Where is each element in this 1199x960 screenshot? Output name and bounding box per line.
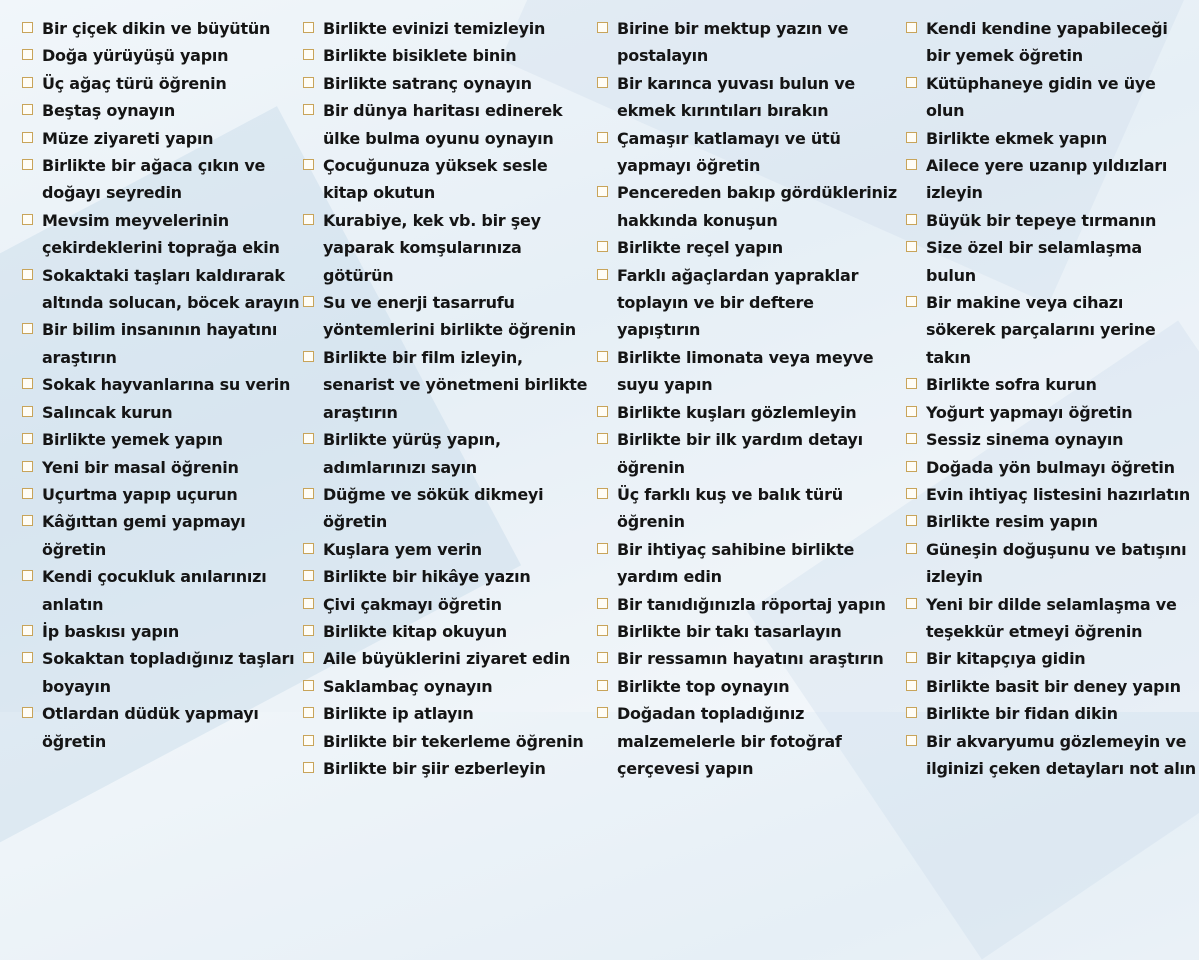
checkbox-icon[interactable] [303,680,314,691]
checkbox-icon[interactable] [597,77,608,88]
checklist-item[interactable] [22,42,304,69]
checklist-item-label: Birlikte evinizi temizleyin [323,19,546,38]
checkbox-icon[interactable] [303,159,314,170]
checklist-item-label: Çivi çakmayı öğretin [323,594,502,614]
checkbox-icon[interactable] [22,515,33,526]
checkbox-icon[interactable] [906,159,917,170]
checkbox-icon[interactable] [22,488,33,499]
checklist-item[interactable] [906,536,1196,591]
checklist-item[interactable] [906,700,1196,727]
checkbox-icon[interactable] [22,406,33,417]
checkbox-icon[interactable] [303,570,314,581]
checklist-item[interactable] [597,262,902,344]
checkbox-icon[interactable] [22,49,33,60]
checklist-item-label: Birlikte bir şiir ezberleyin [323,758,546,778]
checklist-item[interactable] [597,481,902,536]
checkbox-icon[interactable] [597,598,608,609]
checklist-item-label: Çamaşır katlamayı ve ütü yapmayı öğretin [617,128,841,176]
checklist-item-label: Sokak hayvanlarına su verin [42,375,291,395]
checklist-item[interactable] [303,645,595,672]
checklist-item[interactable] [303,97,595,152]
checklist-item[interactable] [303,42,595,69]
checklist-item-label: Bir makine veya cihazı sökerek parçalarını yerine takın [926,293,1156,367]
checkbox-icon[interactable] [303,49,314,60]
checklist-item-label: Kurabiye, kek vb. bir şey yaparak komşularınıza götürün [323,210,541,285]
checklist-item[interactable] [22,508,304,563]
checkbox-icon[interactable] [906,378,917,389]
checklist-item[interactable] [906,728,1196,783]
checkbox-icon[interactable] [22,625,33,636]
checkbox-icon[interactable] [303,77,314,88]
checklist-item[interactable] [597,536,902,591]
checkbox-icon[interactable] [22,433,33,444]
checklist-item[interactable] [303,344,595,426]
checklist-item-label: Düğme ve sökük dikmeyi öğretin [323,484,544,532]
checklist-item[interactable] [22,563,304,618]
checklist-item-label: Birlikte sofra kurun [926,375,1097,395]
checkbox-icon[interactable] [906,515,917,526]
checklist-item[interactable] [597,234,902,261]
checklist-item-label: Aile büyüklerini ziyaret edin [323,649,571,669]
checkbox-icon[interactable] [22,269,33,280]
checkbox-icon[interactable] [597,241,608,252]
checkbox-icon[interactable] [597,680,608,691]
checklist-item-label: Birlikte bisiklete binin [323,46,517,66]
checkbox-icon[interactable] [597,351,608,362]
checklist-column-2 [303,15,595,782]
checklist-item-label: Uçurtma yapıp uçurun [42,484,238,504]
checkbox-icon[interactable] [906,22,917,33]
checklist-item[interactable] [906,645,1196,672]
checklist-item-label: Bir ihtiyaç sahibine birlikte yardım edin [617,539,855,587]
checklist-item-label: Bir akvaryumu gözlemeyin ve ilginizi çeken detayları not alın [926,731,1196,778]
checklist-item-label: Birlikte ekmek yapın [926,128,1108,148]
checkbox-icon[interactable] [906,598,917,609]
checklist-item[interactable] [303,152,595,207]
checkbox-icon[interactable] [906,543,917,554]
checklist-item[interactable] [597,426,902,481]
checklist-item[interactable] [303,591,595,618]
checklist-item[interactable] [906,426,1196,453]
checklist-item[interactable] [906,289,1196,371]
checkbox-icon[interactable] [303,735,314,746]
checklist-item[interactable] [22,316,304,371]
checklist-item[interactable] [906,125,1196,152]
checklist-item[interactable] [906,454,1196,481]
checklist-item-label: Sessiz sinema oynayın [926,430,1124,450]
checkbox-icon[interactable] [22,323,33,334]
checklist-item[interactable] [906,673,1196,700]
checklist-item[interactable] [597,591,902,618]
checklist-item[interactable] [597,700,902,782]
checklist-item-label: Yeni bir dilde selamlaşma ve teşekkür etmeyi öğrenin [926,594,1177,641]
checkbox-icon[interactable] [303,652,314,663]
checklist-item[interactable] [597,673,902,700]
checklist-item-label: Otlardan düdük yapmayı öğretin [42,704,259,751]
checklist-item-label: Bir kitapçıya gidin [926,649,1086,669]
checklist-item-label: Kuşlara yem verin [323,539,482,559]
checkbox-icon[interactable] [303,296,314,307]
checklist-column-4 [906,15,1196,782]
checklist-column-3 [597,15,902,782]
checklist-item[interactable] [303,728,595,755]
checklist-item-label: Doğada yön bulmayı öğretin [926,457,1175,477]
checklist-item-label: Yeni bir masal öğrenin [42,457,239,477]
checklist-item-label: Farklı ağaçlardan yapraklar toplayın ve bir deftere yapıştırın [617,265,859,340]
checklist-column-1 [22,15,304,755]
checkbox-icon[interactable] [303,214,314,225]
checklist-item-label: Bir ressamın hayatını araştırın [617,649,884,669]
checklist-item-label: Birlikte satranç oynayın [323,73,532,93]
checkbox-icon[interactable] [906,707,917,718]
checklist-item-label: Beştaş oynayın [42,101,176,121]
checklist-item-label: Birlikte bir tekerleme öğrenin [323,731,584,751]
checklist-item[interactable] [597,399,902,426]
checklist-item[interactable] [303,289,595,344]
checklist-item-label: Üç farklı kuş ve balık türü öğrenin [617,484,843,532]
checklist-item-label: Birlikte kuşları gözlemleyin [617,402,857,422]
checklist-item[interactable] [597,179,902,234]
checklist-item-label: Birlikte yemek yapın [42,430,223,450]
checklist-item[interactable] [22,481,304,508]
checklist-item[interactable] [303,563,595,590]
checklist-item-label: Birlikte yürüş yapın, adımlarınızı sayın [323,430,501,477]
checkbox-icon[interactable] [597,488,608,499]
checklist-item-label: Yoğurt yapmayı öğretin [926,402,1133,422]
checkbox-icon[interactable] [597,269,608,280]
checklist-item-label: Kendi kendine yapabileceği bir yemek öğretin [926,19,1168,66]
checklist-item[interactable] [303,15,595,42]
checkbox-icon[interactable] [906,296,917,307]
checkbox-icon[interactable] [303,488,314,499]
checklist-item[interactable] [22,97,304,124]
checkbox-icon[interactable] [597,652,608,663]
checkbox-icon[interactable] [906,461,917,472]
checklist-item-label: Ailece yere uzanıp yıldızları izleyin [926,156,1168,203]
checkbox-icon[interactable] [906,132,917,143]
checklist-item[interactable] [597,15,902,70]
checklist-item-label: Birlikte bir ağaca çıkın ve doğayı seyredin [42,156,266,203]
checklist-item-label: Çocuğunuza yüksek sesle kitap okutun [323,156,548,203]
checklist-item-label: Birlikte top oynayın [617,676,790,696]
checkbox-icon[interactable] [303,543,314,554]
checklist-item[interactable] [303,700,595,727]
checklist-item-label: Büyük bir tepeye tırmanın [926,210,1157,230]
checklist-item-label: Saklambaç oynayın [323,676,493,696]
checkbox-icon[interactable] [303,104,314,115]
checkbox-icon[interactable] [303,707,314,718]
checklist-item[interactable] [303,755,595,782]
checkbox-icon[interactable] [303,351,314,362]
checkbox-icon[interactable] [22,214,33,225]
checklist-item[interactable] [906,508,1196,535]
checklist-item-label: Bir çiçek dikin ve büyütün [42,19,271,38]
checkbox-icon[interactable] [22,22,33,33]
checklist-item-label: Mevsim meyvelerinin çekirdeklerini toprağa ekin [42,210,280,258]
checkbox-icon[interactable] [22,652,33,663]
checklist-item-label: Birlikte bir ilk yardım detayı öğrenin [617,430,863,477]
checklist-item-label: İp baskısı yapın [42,621,180,641]
checklist-item-label: Üç ağaç türü öğrenin [42,73,227,93]
checklist-item[interactable] [22,15,304,42]
checklist-item-label: Bir karınca yuvası bulun ve ekmek kırıntıları bırakın [617,73,856,121]
checklist-item[interactable] [303,536,595,563]
checklist-item[interactable] [22,262,304,317]
checkbox-icon[interactable] [22,570,33,581]
checklist-item[interactable] [597,70,902,125]
checklist-item[interactable] [22,700,304,755]
checklist-item[interactable] [906,152,1196,207]
checklist-item[interactable] [303,481,595,536]
checklist-item-label: Birine bir mektup yazın ve postalayın [617,19,849,66]
checklist-item-label: Müze ziyareti yapın [42,128,214,148]
checklist-item[interactable] [22,125,304,152]
checkbox-icon[interactable] [597,625,608,636]
checklist-item-label: Birlikte ip atlayın [323,704,474,724]
checklist-item-label: Birlikte kitap okuyun [323,621,507,641]
checklist-item[interactable] [22,426,304,453]
checkbox-icon[interactable] [22,378,33,389]
checkbox-icon[interactable] [303,762,314,773]
checklist-item[interactable] [906,70,1196,125]
checklist-item-label: Birlikte limonata veya meyve suyu yapın [617,347,874,395]
checklist-item[interactable] [906,399,1196,426]
checkbox-icon[interactable] [597,707,608,718]
checkbox-icon[interactable] [906,241,917,252]
checklist-item-label: Birlikte basit bir deney yapın [926,676,1181,696]
checkbox-icon[interactable] [303,625,314,636]
checkbox-icon[interactable] [22,461,33,472]
checklist-item-label: Güneşin doğuşunu ve batışını izleyin [926,539,1187,587]
checkbox-icon[interactable] [906,735,917,746]
checklist-item[interactable] [22,454,304,481]
checklist-item-label: Su ve enerji tasarrufu yöntemlerini birlikte öğrenin [323,293,576,340]
checklist-item-label: Birlikte bir hikâye yazın [323,567,531,587]
checklist-item[interactable] [22,207,304,262]
checkbox-icon[interactable] [906,214,917,225]
checkbox-icon[interactable] [22,159,33,170]
checkbox-icon[interactable] [906,77,917,88]
checkbox-icon[interactable] [597,22,608,33]
checkbox-icon[interactable] [597,406,608,417]
checklist-item[interactable] [597,618,902,645]
checklist-item-label: Bir tanıdığınızla röportaj yapın [617,594,886,614]
checklist-item-label: Birlikte resim yapın [926,512,1098,532]
checklist-item-label: Bir dünya haritası edinerek ülke bulma oyunu oynayın [323,101,563,148]
checklist-item-label: Evin ihtiyaç listesini hazırlatın [926,484,1190,504]
checklist-item-label: Bir bilim insanının hayatını araştırın [42,320,278,367]
checkbox-icon[interactable] [906,488,917,499]
checklist-item-label: Birlikte reçel yapın [617,238,783,258]
checkbox-icon[interactable] [597,543,608,554]
checklist-item-label: Size özel bir selamlaşma bulun [926,238,1142,285]
checkbox-icon[interactable] [22,132,33,143]
checklist-item-label: Sokaktan topladığınız taşları boyayın [42,649,295,696]
checkbox-icon[interactable] [303,433,314,444]
checklist-item[interactable] [303,426,595,481]
checklist-item[interactable] [906,481,1196,508]
checklist-item[interactable] [303,207,595,289]
checklist-item[interactable] [906,15,1196,70]
checklist-item[interactable] [303,70,595,97]
checklist-item-label: Kütüphaneye gidin ve üye olun [926,73,1156,121]
checkbox-icon[interactable] [597,132,608,143]
checkbox-icon[interactable] [597,433,608,444]
checkbox-icon[interactable] [597,186,608,197]
checklist-item[interactable] [22,371,304,398]
checklist-item-label: Birlikte bir fidan dikin [926,704,1118,724]
checklist-item[interactable] [22,618,304,645]
checklist-item-label: Kâğıttan gemi yapmayı öğretin [42,512,246,559]
checklist-item[interactable] [906,591,1196,646]
checkbox-icon[interactable] [906,433,917,444]
checklist-item[interactable] [22,152,304,207]
checklist-item[interactable] [597,645,902,672]
checklist-item[interactable] [906,207,1196,234]
checklist-item[interactable] [597,125,902,180]
checklist-item[interactable] [906,234,1196,289]
checkbox-icon[interactable] [906,652,917,663]
checklist-item-label: Pencereden bakıp gördükleriniz hakkında konuşun [617,183,897,230]
checklist-item-label: Birlikte bir takı tasarlayın [617,621,842,641]
checkbox-icon[interactable] [22,104,33,115]
checklist-item-label: Doğadan topladığınız malzemelerle bir fotoğraf çerçevesi yapın [617,704,842,778]
checkbox-icon[interactable] [303,598,314,609]
checklist-item[interactable] [22,399,304,426]
checklist-item[interactable] [22,70,304,97]
checkbox-icon[interactable] [22,77,33,88]
checkbox-icon[interactable] [22,707,33,718]
checkbox-icon[interactable] [303,22,314,33]
checklist-item[interactable] [906,371,1196,398]
checkbox-icon[interactable] [906,406,917,417]
checklist-item[interactable] [597,344,902,399]
checklist-item-label: Salıncak kurun [42,402,173,422]
checklist-item-label: Kendi çocukluk anılarınızı anlatın [42,567,267,614]
checklist-item-label: Sokaktaki taşları kaldırarak altında solucan, böcek arayın [42,265,300,313]
checklist-item[interactable] [303,673,595,700]
checklist-item-label: Birlikte bir film izleyin, senarist ve yönetmeni birlikte araştırın [323,347,588,422]
checklist-item[interactable] [303,618,595,645]
checklist-item-label: Doğa yürüyüşü yapın [42,46,229,66]
checkbox-icon[interactable] [906,680,917,691]
checklist-item[interactable] [22,645,304,700]
